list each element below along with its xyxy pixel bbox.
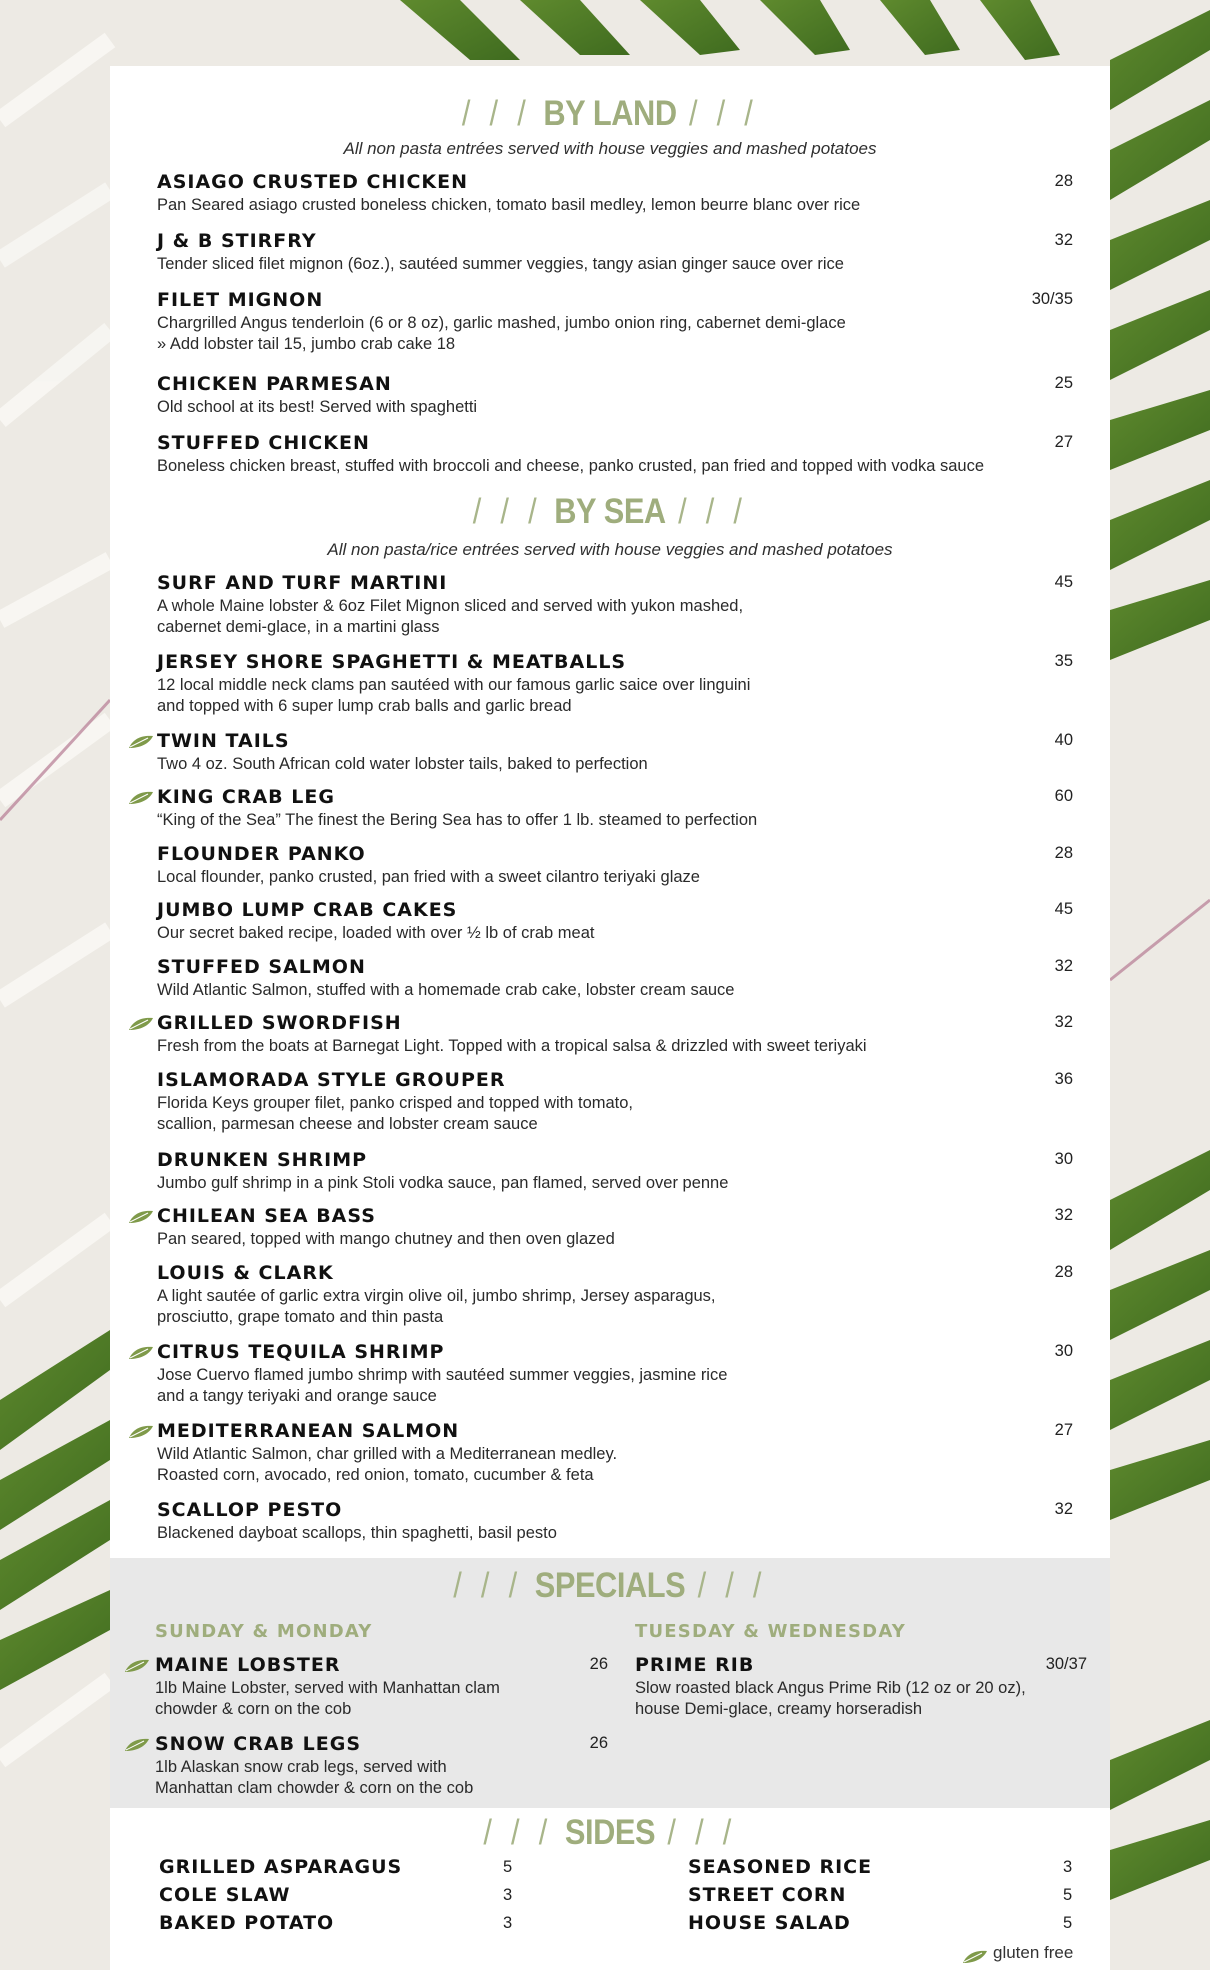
side-item-price: 5 [1063,1886,1073,1904]
item-name: STUFFED SALMON [157,956,366,978]
item-description: Roasted corn, avocado, red onion, tomato, cucumber & feta [157,1466,594,1484]
section-title-sides: / / / SIDES / / / [483,1813,737,1852]
item-description: 1lb Maine Lobster, served with Manhattan clam [155,1679,500,1697]
specials-tuesday-wednesday-heading: TUESDAY & WEDNESDAY [635,1621,906,1642]
item-description: Florida Keys grouper filet, panko crisped and topped with tomato, [157,1094,634,1112]
gluten-free-leaf-icon [128,735,154,749]
item-description: Wild Atlantic Salmon, char grilled with a Mediterranean medley. [157,1445,618,1463]
item-description: Boneless chicken breast, stuffed with broccoli and cheese, panko crusted, pan fried and topped with vodka sauce [157,457,985,475]
item-price: 32 [1054,1013,1073,1031]
item-price: 60 [1054,787,1073,805]
item-description: A light sautée of garlic extra virgin olive oil, jumbo shrimp, Jersey asparagus, [157,1287,716,1305]
item-name: FLOUNDER PANKO [157,843,366,865]
gluten-free-leaf-icon [124,1659,150,1673]
item-name: SNOW CRAB LEGS [155,1733,362,1755]
item-name: KING CRAB LEG [157,786,335,808]
section-title-by-land: / / / BY LAND / / / [461,94,759,133]
side-item-price: 3 [503,1914,513,1932]
item-description: “King of the Sea” The finest the Bering Sea has to offer 1 lb. steamed to perfection [157,811,758,829]
item-name: CITRUS TEQUILA SHRIMP [157,1341,445,1363]
item-description: and topped with 6 super lump crab balls and garlic bread [157,697,572,715]
side-item-name: HOUSE SALAD [688,1912,851,1934]
menu-item [157,1339,727,1407]
menu-item [157,784,757,831]
item-price: 36 [1054,1070,1073,1088]
item-description: Slow roasted black Angus Prime Rib (12 oz or 20 oz), [635,1679,1026,1697]
item-description: Our secret baked recipe, loaded with over ½ lb of crab meat [157,924,595,942]
item-price: 32 [1054,1500,1073,1518]
side-item-name: STREET CORN [688,1884,847,1906]
item-price: 40 [1054,731,1073,749]
gluten-free-leaf-icon [128,1017,154,1031]
side-item-name: BAKED POTATO [159,1912,335,1934]
item-name: FILET MIGNON [157,289,324,311]
item-name: ASIAGO CRUSTED CHICKEN [157,171,468,193]
item-name: GRILLED SWORDFISH [157,1012,402,1034]
gluten-free-leaf-icon [962,1950,988,1964]
item-description: chowder & corn on the cob [155,1700,352,1718]
item-name: TWIN TAILS [157,730,290,752]
menu-item [157,954,734,1001]
item-description: prosciutto, grape tomato and thin pasta [157,1308,444,1326]
item-name: MAINE LOBSTER [155,1654,341,1676]
menu-item [157,649,750,717]
item-price: 35 [1054,652,1073,670]
menu-item [157,1497,557,1544]
item-description: Pan Seared asiago crusted boneless chicken, tomato basil medley, lemon beurre blanc over rice [157,196,861,214]
item-price: 45 [1054,573,1073,591]
item-name: ISLAMORADA STYLE GROUPER [157,1069,506,1091]
item-name: JUMBO LUMP CRAB CAKES [157,899,458,921]
item-name: PRIME RIB [635,1654,755,1676]
item-description: cabernet demi-glace, in a martini glass [157,618,440,636]
item-description: » Add lobster tail 15, jumbo crab cake 18 [157,335,456,353]
item-price: 32 [1054,1206,1073,1224]
menu-item [157,728,648,775]
item-name: J & B STIRFRY [157,230,317,252]
item-price: 32 [1054,957,1073,975]
section-title-by-sea: / / / BY SEA / / / [472,492,748,531]
item-description: Two 4 oz. South African cold water lobster tails, baked to perfection [157,755,648,773]
item-price: 26 [589,1655,608,1673]
menu-item [157,841,700,888]
menu-item [157,1067,633,1135]
side-item-name: GRILLED ASPARAGUS [159,1856,403,1878]
item-description: Manhattan clam chowder & corn on the cob [155,1779,474,1797]
item-name: SURF AND TURF MARTINI [157,572,448,594]
gluten-free-leaf-icon [128,1210,154,1224]
land-subtitle: All non pasta entrées served with house veggies and mashed potatoes [343,139,877,158]
item-name: DRUNKEN SHRIMP [157,1149,368,1171]
menu-item [157,1260,716,1328]
item-description: Chargrilled Angus tenderloin (6 or 8 oz), garlic mashed, jumbo onion ring, cabernet demi-glace [157,314,846,332]
item-description: Jose Cuervo flamed jumbo shrimp with sautéed summer veggies, jasmine rice [157,1366,728,1384]
item-name: CHILEAN SEA BASS [157,1205,376,1227]
menu-item [157,1203,615,1250]
item-description: Tender sliced filet mignon (6oz.), sautéed summer veggies, tangy asian ginger sauce over rice [157,255,844,273]
menu-item [157,570,743,638]
menu-item [157,1010,867,1057]
item-description: Pan seared, topped with mango chutney and then oven glazed [157,1230,615,1248]
side-item-price: 5 [1063,1914,1073,1932]
item-price: 27 [1054,433,1073,451]
section-title-specials: / / / SPECIALS / / / [453,1566,767,1605]
menu-item [157,897,594,944]
item-name: LOUIS & CLARK [157,1262,334,1284]
item-description: and a tangy teriyaki and orange sauce [157,1387,437,1405]
item-name: JERSEY SHORE SPAGHETTI & MEATBALLS [157,651,627,673]
item-name: STUFFED CHICKEN [157,432,370,454]
item-description: Blackened dayboat scallops, thin spaghetti, basil pesto [157,1524,557,1542]
side-item-price: 3 [503,1886,513,1904]
gluten-free-legend: gluten free [993,1943,1074,1962]
item-description: Wild Atlantic Salmon, stuffed with a homemade crab cake, lobster cream sauce [157,981,735,999]
item-name: SCALLOP PESTO [157,1499,343,1521]
item-description: Fresh from the boats at Barnegat Light. Topped with a tropical salsa & drizzled with sweet teriyaki [157,1037,867,1055]
item-description: house Demi-glace, creamy horseradish [635,1700,923,1718]
side-item-name: SEASONED RICE [688,1856,873,1878]
item-price: 28 [1054,1263,1073,1281]
item-price: 30/37 [1045,1655,1087,1673]
menu-item [157,169,860,216]
item-description: Local flounder, panko crusted, pan fried with a sweet cilantro teriyaki glaze [157,868,700,886]
side-item-name: COLE SLAW [159,1884,291,1906]
menu-item [157,228,844,275]
menu-item [157,1418,617,1486]
item-price: 26 [589,1734,608,1752]
gluten-free-leaf-icon [128,1346,154,1360]
menu-item [157,1147,728,1194]
sea-subtitle: All non pasta/rice entrées served with house veggies and mashed potatoes [327,540,893,559]
item-description: A whole Maine lobster & 6oz Filet Mignon sliced and served with yukon mashed, [157,597,744,615]
menu-item [157,371,477,418]
menu-item [635,1652,1026,1720]
side-item-price: 5 [503,1858,513,1876]
item-price: 30 [1054,1150,1073,1168]
item-price: 45 [1054,900,1073,918]
item-price: 28 [1054,172,1073,190]
gluten-free-leaf-icon [128,791,154,805]
menu-item [155,1731,473,1799]
side-item-price: 3 [1063,1858,1073,1876]
menu-item [157,430,984,477]
specials-sunday-monday-heading: SUNDAY & MONDAY [155,1621,373,1642]
menu-item [155,1652,500,1720]
item-price: 25 [1054,374,1073,392]
item-price: 32 [1054,231,1073,249]
item-price: 27 [1054,1421,1073,1439]
gluten-free-leaf-icon [124,1738,150,1752]
item-price: 30/35 [1031,290,1073,308]
gluten-free-leaf-icon [128,1425,154,1439]
item-description: 1lb Alaskan snow crab legs, served with [155,1758,447,1776]
item-price: 30 [1054,1342,1073,1360]
item-name: MEDITERRANEAN SALMON [157,1420,460,1442]
item-name: CHICKEN PARMESAN [157,373,392,395]
menu-item [157,287,846,355]
item-description: Jumbo gulf shrimp in a pink Stoli vodka sauce, pan flamed, served over penne [157,1174,729,1192]
item-description: scallion, parmesan cheese and lobster cream sauce [157,1115,538,1133]
item-description: Old school at its best! Served with spaghetti [157,398,478,416]
item-description: 12 local middle neck clams pan sautéed with our famous garlic saice over linguini [157,676,751,694]
item-price: 28 [1054,844,1073,862]
